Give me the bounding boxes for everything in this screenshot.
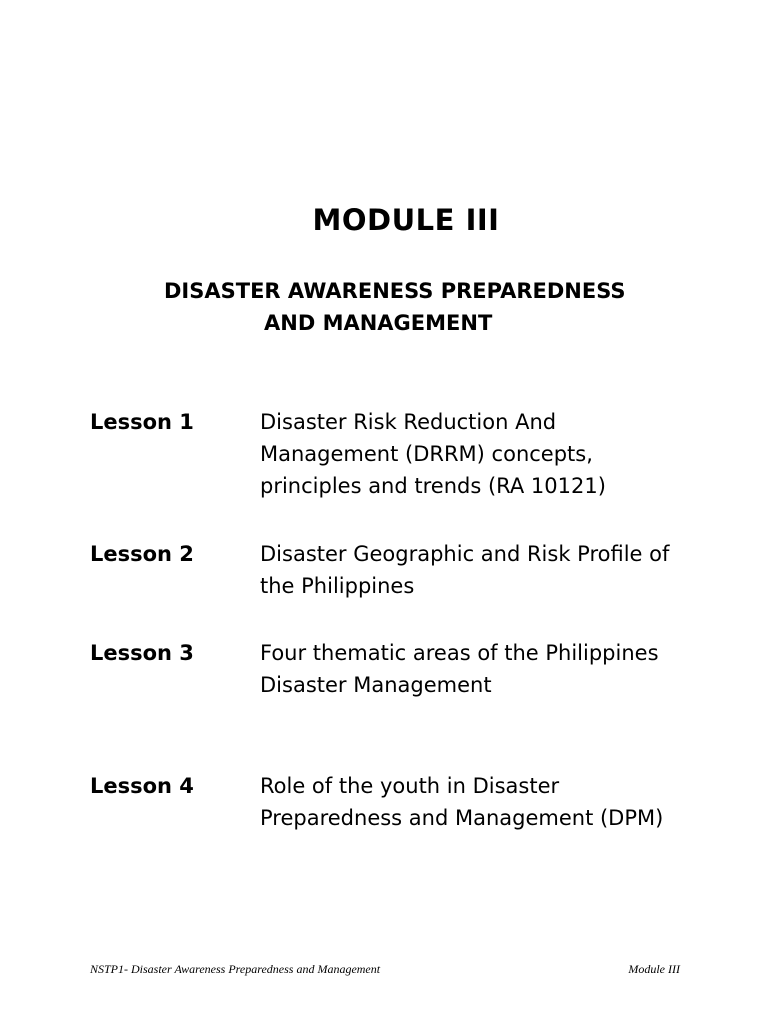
lesson-description: Four thematic areas of the Philippines Disaster Management [260,641,659,697]
lesson-label: Lesson 2 [90,542,194,566]
footer-course-title: NSTP1- Disaster Awareness Preparedness and Management [90,962,381,976]
lesson-label: Lesson 3 [90,641,194,665]
lesson-label: Lesson 1 [90,410,194,434]
module-title: MODULE III [312,203,500,237]
footer-module-label: Module III [628,962,680,976]
lesson-description: Role of the youth in Disaster Preparedness and Management (DPM) [260,774,664,830]
module-subtitle-line1: DISASTER AWARENESS PREPAREDNESS [164,279,626,303]
module-subtitle [164,275,684,339]
lesson-label: Lesson 4 [90,774,194,798]
lesson-description: Disaster Risk Reduction And Management (DRRM) concepts, principles and trends (RA 10121) [260,410,606,498]
lesson-description: Disaster Geographic and Risk Profile of the Philippines [260,542,670,598]
module-subtitle-line2: AND MANAGEMENT [264,311,493,335]
